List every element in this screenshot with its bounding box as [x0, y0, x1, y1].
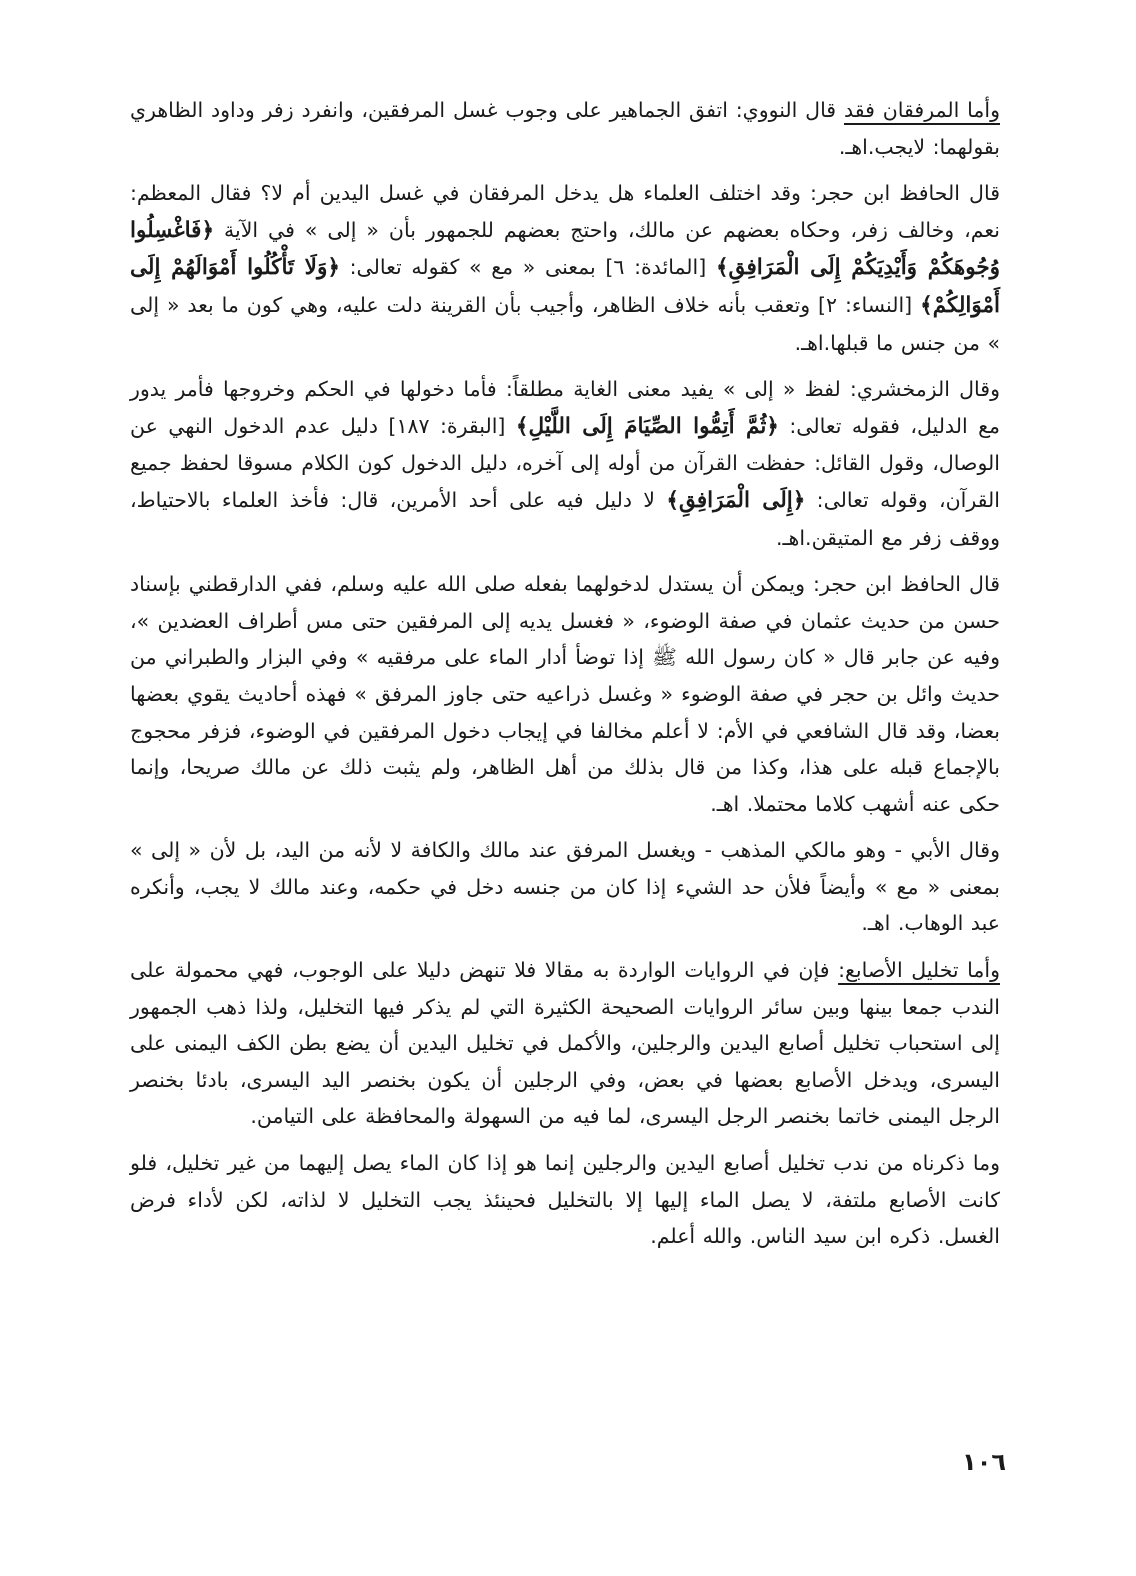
paragraph-3-text-c: لا دليل فيه على أحد الأمرين، قال: فأخذ العلماء بالاحتياط، ووقف زفر مع المتيقن.اهـ. — [130, 487, 1000, 550]
paragraph-5-text: وقال الأبي - وهو مالكي المذهب - ويغسل المرفق عند مالك والكافة لا لأنه من اليد، بل لأن « إلى » بمعنى « مع » وأيضاً فلأن حد الشيء إذا كان من جنسه دخل في حكمه، وعند مالك لا يجب، وأنكره عبد الوهاب. اهـ. — [130, 838, 1000, 936]
paragraph-7 — [130, 1145, 1000, 1255]
paragraph-2 — [130, 175, 1000, 361]
page-number: ١٠٦ — [962, 1448, 1006, 1476]
paragraph-3 — [130, 371, 1000, 556]
paragraph-6 — [130, 952, 1000, 1135]
document-page — [130, 92, 1000, 1265]
paragraph-7-text: وما ذكرناه من ندب تخليل أصابع اليدين والرجلين إنما هو إذا كان الماء يصل إليهما من غير تخليل، فلو كانت الأصابع ملتفة، لا يصل الماء إليها إلا بالتخليل فحينئذ يجب التخليل لا لذاته، لكن لأداء فرض الغسل. ذكره ابن سيد الناس. والله أعلم. — [130, 1151, 1000, 1249]
paragraph-5 — [130, 832, 1000, 942]
paragraph-2-text-a: قال الحافظ ابن حجر: وقد اختلف العلماء هل يدخل المرفقان في غسل اليدين أم لا؟ فقال المعظم: نعم، وخالف زفر، وحكاه بعضهم عن مالك، واحتج بعضهم للجمهور بأن « إلى » في الآية — [130, 181, 1000, 242]
section-heading-fingers: وأما تخليل الأصابع: — [838, 958, 1000, 983]
paragraph-2-text-c: [النساء: ٢] وتعقب بأنه خلاف الظاهر، وأجيب بأن القرينة دلت عليه، وهي كون ما بعد « إلى » من جنس ما قبلها.اهـ. — [130, 292, 1000, 355]
paragraph-6-text: فإن في الروايات الواردة به مقالا فلا تنهض دليلا على الوجوب، فهي محمولة على الندب جمعا بينها وبين سائر الروايات الصحيحة الكثيرة التي لم يذكر فيها التخليل، ولذا ذهب الجمهور إلى استحباب تخليل أصابع اليدين والرجلين، والأكمل في تخليل اليدين أن يضع بطن الكف اليمنى على اليسرى، ويدخل الأصابع بعضها في بعض، وفي الرجلين أن يكون بخنصر اليد اليسرى، بادئا بخنصر الرجل اليمنى خاتما بخنصر الرجل اليسرى، لما فيه من السهولة والمحافظة على التيامن. — [130, 958, 1000, 1129]
quran-verse-nisa: ﴿وَلَا تَأْكُلُوا أَمْوَالَهُمْ إِلَى أَمْوَالِكُمْ﴾ — [130, 255, 1000, 318]
quran-verse-baqarah: ﴿ثُمَّ أَتِمُّوا الصِّيَامَ إِلَى اللَّيْلِ﴾ — [515, 413, 779, 439]
paragraph-2-text-b: [المائدة: ٦] بمعنى « مع » كقوله تعالى: — [339, 255, 716, 280]
paragraph-3-text-a: وقال الزمخشري: لفظ « إلى » يفيد معنى الغاية مطلقاً: فأما دخولها في الحكم وخروجها فأمر يدور مع الدليل، فقوله تعالى: — [130, 377, 1000, 438]
paragraph-4-text: قال الحافظ ابن حجر: ويمكن أن يستدل لدخولهما بفعله صلى الله عليه وسلم، ففي الدارقطني بإسناد حسن من حديث عثمان في صفة الوضوء، « فغسل يديه إلى المرفقين حتى مس أطراف العضدين »، وفيه عن جابر قال « كان رسول الله ﷺ إذا توضأ أدار الماء على مرفقيه » وفي البزار والطبراني من حديث وائل بن حجر في صفة الوضوء « وغسل ذراعيه حتى جاوز المرفق » فهذه أحاديث يقوي بعضها بعضا، وقد قال الشافعي في الأم: لا أعلم مخالفا في إيجاب دخول المرفقين في الوضوء، فزفر محجوج بالإجماع قبله على هذا، وكذا من قال بذلك من أهل الظاهر، ولم يثبت ذلك عن مالك صريحا، وإنما حكى عنه أشهب كلاما محتملا. اهـ. — [130, 572, 1000, 816]
section-heading-elbows: وأما المرفقان فقد — [843, 98, 1000, 122]
quran-verse-marafiq: ﴿إِلَى الْمَرَافِقِ﴾ — [666, 487, 806, 513]
paragraph-1-text: قال النووي: اتفق الجماهير على وجوب غسل المرفقين، وانفرد زفر وداود الظاهري بقولهما: لايجب.اهـ. — [130, 98, 1000, 159]
quran-verse-maidah: ﴿فَاغْسِلُوا وُجُوهَكُمْ وَأَيْدِيَكُمْ إِلَى الْمَرَافِقِ﴾ — [130, 217, 1001, 281]
paragraph-1 — [130, 92, 1000, 165]
paragraph-3-text-b: [البقرة: ١٨٧] دليل عدم الدخول النهي عن الوصال، وقول القائل: حفظت القرآن من أوله إلى آخره، دليل الدخول كون الكلام مسوقا لحفظ جميع القرآن، وقوله تعالى: — [130, 413, 1000, 512]
paragraph-4 — [130, 566, 1000, 822]
